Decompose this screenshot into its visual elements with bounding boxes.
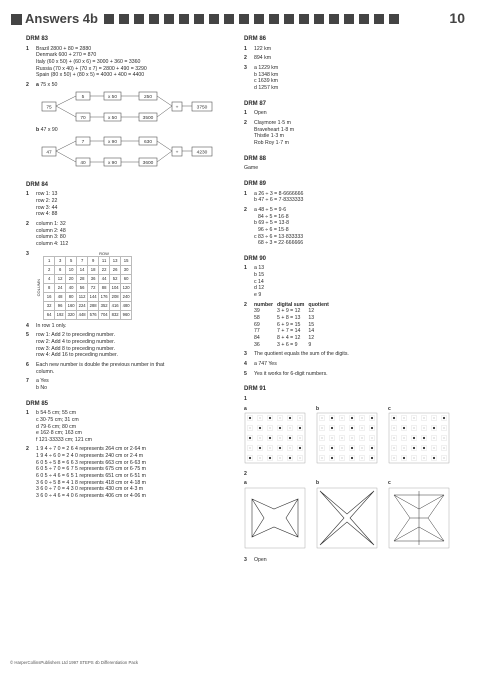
grid-cell: 18	[88, 265, 99, 274]
question: 2 a 75 x 50 75 5 x 50 250 70 x 50 3500 + 3750 b 47 x 90 47 7 x 90 630 40 x 90 3600 + 4230	[26, 82, 230, 173]
grid-dot	[361, 427, 362, 428]
multiplication-flow-diagram-a	[36, 89, 226, 125]
svg-text:40: 40	[80, 160, 86, 166]
grid-dot	[249, 417, 251, 419]
grid-cell: 88	[99, 283, 110, 292]
svg-text:70: 70	[80, 115, 86, 121]
grid-dot	[331, 447, 333, 449]
grid-cell: 16	[44, 292, 55, 301]
grid-dot	[289, 437, 291, 439]
grid-dot	[259, 437, 260, 438]
table-cell: 6 + 9 = 15	[277, 321, 301, 328]
copyright-footer: © HarperCollinsPublishers Ltd 1997 STEPS 4b Differentiation Pack	[10, 659, 139, 665]
grid-dot	[299, 457, 300, 458]
grid-cell: 96	[55, 301, 66, 310]
section-title: DRM 83	[26, 36, 49, 42]
dot-grid-row-2: a b c	[244, 480, 459, 551]
grid-cell: 240	[121, 292, 132, 301]
grid-cell: 208	[110, 292, 121, 301]
section-title: DRM 84	[26, 181, 49, 188]
table-row	[254, 308, 333, 315]
svg-text:630: 630	[143, 139, 153, 145]
grid-cell: 14	[77, 265, 88, 274]
grid-dot	[249, 457, 251, 459]
grid-dot	[321, 447, 322, 448]
grid-row	[44, 265, 132, 274]
grid-dot	[403, 447, 404, 448]
grid-cell: 224	[77, 301, 88, 310]
grid-cell: 104	[110, 283, 121, 292]
table-cell: 77	[254, 328, 260, 335]
line-pattern-c	[388, 487, 450, 549]
grid-dot	[269, 437, 271, 439]
grid-dot	[351, 437, 352, 438]
grid-dot	[341, 427, 342, 428]
table-cell: 13	[308, 315, 315, 322]
grid-cell: 112	[77, 292, 88, 301]
grid-dot	[299, 447, 301, 449]
grid-dot	[423, 437, 425, 439]
grid-dot	[443, 447, 444, 448]
grid-cell: 320	[66, 310, 77, 319]
grid-cell: 8	[44, 283, 55, 292]
grid-dot	[299, 427, 301, 429]
grid-dot	[403, 427, 405, 429]
grid-cell: 48	[55, 292, 66, 301]
page-title: Answers 4b	[25, 10, 98, 26]
grid-cell: 28	[77, 274, 88, 283]
table-row	[254, 328, 333, 335]
question: 1 Brazil 2800 + 80 = 2880 Denmark 600 + 270 = 870 Italy (60 x 50) + (60 x 6) = 3000 + 360 = 3360 Russia (70 x 40) + (70 x 7) = 2800 + 490 = 3290 Spain (80 x 50) + (80 x 5) = 4000 + 400 = 4400	[26, 45, 147, 79]
grid-cell: 72	[88, 283, 99, 292]
header-square-icon	[11, 14, 22, 25]
grid-dot	[413, 457, 414, 458]
svg-text:x 90: x 90	[107, 139, 118, 145]
table-cell: 3 + 6 = 9	[277, 341, 298, 348]
grid-dot	[361, 447, 362, 448]
question: 1 row 1: 13 row 2: 22 row 3: 44 row 4: 88	[26, 191, 58, 218]
grid-dot	[341, 447, 342, 448]
grid-dot	[413, 437, 415, 439]
grid-cell: 1	[44, 256, 55, 265]
grid-dot	[259, 427, 261, 429]
grid-dot	[433, 437, 434, 438]
grid-dot	[443, 437, 444, 438]
grid-dot	[269, 417, 271, 419]
grid-dot	[443, 417, 445, 419]
grid-dot	[403, 417, 404, 418]
grid-dot	[289, 427, 290, 428]
grid-dot	[433, 457, 435, 459]
svg-text:75: 75	[46, 105, 52, 111]
digital-sum-table	[254, 302, 333, 349]
table-cell: 5 + 8 = 13	[277, 315, 301, 322]
grid-row	[44, 301, 132, 310]
table-row	[254, 342, 333, 349]
grid-row	[44, 256, 132, 265]
table-cell: 69	[254, 321, 260, 328]
grid-dot	[341, 457, 342, 458]
grid-dot	[433, 427, 435, 429]
grid-row	[44, 310, 132, 319]
table-cell: 39	[254, 308, 260, 315]
grid-cell: 80	[66, 292, 77, 301]
question: 1 b 54·5 cm; 55 cm c 30·75 cm; 31 cm d 79·6 cm; 80 cm e 162·8 cm; 163 cm f 121·33333 cm; 121 cm	[26, 410, 92, 443]
section-title: DRM 90	[244, 255, 267, 262]
svg-text:7: 7	[81, 139, 85, 145]
table-cell: 14	[308, 328, 315, 335]
svg-text:x 50: x 50	[107, 94, 118, 100]
question: 3 ROW COLUMN 1 3 5 7 9 11 13 15 2 6 10 14 18 22 26 30 4 12 20 28 36 44 52 60 8 24 40 56 72 88 104 120 16 48 80 112 144 176 208 240 32 96 160 224 288 352 416 480 64 192 320 448 576 704 832 960	[26, 251, 230, 320]
grid-dot	[279, 447, 281, 449]
grid-dot	[279, 417, 280, 418]
svg-text:x 50: x 50	[107, 115, 118, 121]
grid-dot	[279, 437, 280, 438]
grid-dot	[361, 437, 362, 438]
section-title: DRM 89	[244, 180, 267, 187]
grid-cell: 480	[121, 301, 132, 310]
svg-text:3750: 3750	[196, 105, 208, 111]
grid-dot	[351, 447, 353, 449]
table-header: digital sum	[277, 301, 305, 308]
grid-cell: 288	[88, 301, 99, 310]
grid-dot	[393, 457, 394, 458]
grid-dot	[433, 447, 434, 448]
grid-dot	[321, 437, 322, 438]
table-cell: 7 + 7 = 14	[277, 328, 301, 335]
grid-dot	[403, 457, 405, 459]
table-cell: 84	[254, 335, 260, 342]
grid-cell: 40	[66, 283, 77, 292]
grid-dot	[371, 437, 372, 438]
question: 2 1 9 4 ÷ 7 0 = 2 6 4 represents 264 cm or 2·64 m 1 9 4 ÷ 6 0 = 2 4 0 represents 240 cm or 2·4 m 6 0 5 ÷ 5 8 = 6 6 3 represents 663 cm or 6·63 m 6 0 5 ÷ 7 0 = 6 7 5 represents 675 cm or 6·75 m 6 0 5 ÷ 4 6 = 6 5 1 represents 651 cm or 6·51 m 3 6 0 ÷ 5 8 = 4 1 8 represents 418 cm or 4·18 m 3 6 0 ÷ 7 0 = 4 3 0 represents 430 cm or 4·3 m 3 6 0 ÷ 4 6 = 4 0 6 represents 406 cm or 4·06 m	[26, 446, 146, 500]
number-grid-table	[43, 256, 132, 320]
grid-dot	[341, 417, 342, 418]
question: 5 row 1: Add 2 to preceding number. row 2: Add 4 to preceding number. row 3: Add 8 to preceding number. row 4: Add 16 to preceding number.	[26, 332, 118, 359]
grid-dot	[393, 437, 394, 438]
grid-cell: 192	[55, 310, 66, 319]
grid-dot	[259, 417, 260, 418]
table-cell: 3 + 9 = 12	[277, 308, 301, 315]
grid-dot	[413, 447, 415, 449]
table-header: number	[254, 301, 274, 308]
grid-cell: 13	[110, 256, 121, 265]
grid-cell: 20	[66, 274, 77, 283]
grid-dot	[279, 427, 281, 429]
grid-dot	[361, 417, 362, 418]
grid-row	[44, 292, 132, 301]
grid-cell: 416	[110, 301, 121, 310]
grid-row	[44, 274, 132, 283]
line-pattern-b	[316, 487, 378, 549]
section-title: DRM 91	[244, 386, 267, 393]
grid-cell: 144	[88, 292, 99, 301]
grid-dot	[393, 417, 395, 419]
grid-dot	[371, 447, 373, 449]
svg-text:+: +	[175, 105, 179, 111]
dot-grid-pattern	[388, 412, 450, 464]
grid-dot	[393, 447, 394, 448]
grid-cell: 11	[99, 256, 110, 265]
dot-grid-pattern	[244, 412, 306, 464]
grid-cell: 3	[55, 256, 66, 265]
grid-cell: 60	[121, 274, 132, 283]
grid-dot	[289, 457, 291, 459]
table-cell: 58	[254, 315, 260, 322]
table-cell: 12	[308, 308, 315, 315]
grid-dot	[289, 417, 291, 419]
grid-cell: 52	[110, 274, 121, 283]
left-column	[26, 36, 230, 503]
grid-cell: 448	[77, 310, 88, 319]
grid-dot	[371, 417, 373, 419]
table-cell: 15	[308, 321, 315, 328]
grid-cell: 64	[44, 310, 55, 319]
table-cell: 36	[254, 341, 260, 348]
svg-text:3500: 3500	[142, 115, 154, 121]
question: 7 a Yes b No	[26, 378, 49, 391]
grid-dot	[361, 457, 362, 458]
grid-cell: 176	[99, 292, 110, 301]
table-header: quotient	[308, 301, 329, 308]
grid-dot	[289, 447, 290, 448]
line-pattern-a	[244, 487, 306, 549]
grid-cell: 30	[121, 265, 132, 274]
dot-grid-row-1: a b c	[244, 406, 459, 467]
svg-text:+: +	[175, 150, 179, 156]
grid-dot	[331, 427, 333, 429]
grid-cell: 56	[77, 283, 88, 292]
grid-dot	[423, 447, 425, 449]
table-cell: 12	[308, 335, 315, 342]
grid-dot	[443, 427, 444, 428]
grid-dot	[393, 427, 394, 428]
page-number: 10	[449, 10, 465, 27]
grid-dot	[371, 427, 373, 429]
section-title: DRM 87	[244, 100, 267, 107]
grid-dot	[423, 457, 424, 458]
grid-dot	[341, 437, 342, 438]
header-decor-squares	[104, 14, 445, 24]
grid-dot	[321, 457, 322, 458]
grid-dot	[269, 427, 270, 428]
grid-cell: 24	[55, 283, 66, 292]
grid-dot	[279, 457, 280, 458]
grid-cell: 32	[44, 301, 55, 310]
svg-text:4230: 4230	[196, 150, 208, 156]
table-cell: 8 + 4 = 12	[277, 335, 301, 342]
right-column: DRM 86 1 122 km 2 894 km 3 a 1229 km b 1348 km c 1639 km d 1257 km DRM 87 1 Open 2 Claymore 1·5 m Braveheart 1·8 m Thistle 1·3 m Rob Roy 1·7 m DRM 88 Game DRM 89 1 a 26 ÷ 3 = 8·6666666 b 47 ÷ 6 = 7·8333333 2 a 48 ÷ 5 = 9·6 84 ÷ 5 = 16·8 b 69 ÷ 5 = 13·8 96 ÷ 6 = 15·8 c 83 ÷ 6 = 13·833333 68 ÷ 3 = 22·666666 DRM 90 1 a 13 b 15 c 14 d 12 e 9 2 number digital sum quotient 39 3 + 9 = 12 12 58 5 + 8 = 13 13 69 6 + 9 = 15 15 77 7 + 7 = 14 14 84 8 + 4 = 12 12 36 3 + 6 = 9 9 3 The quotient equals the sum of the digits. 4 a 747 Yes 5 Yes it works for 6-digit numbers. DRM 91 1 a b c 2 a b c 3 Open	[244, 36, 459, 567]
grid-cell: 9	[88, 256, 99, 265]
grid-dot	[331, 437, 332, 438]
grid-cell: 832	[110, 310, 121, 319]
grid-dot	[321, 427, 322, 428]
grid-dot	[413, 417, 414, 418]
grid-dot	[351, 427, 353, 429]
table-row	[254, 335, 333, 342]
multiplication-flow-diagram-b	[36, 134, 226, 170]
dot-grid-pattern	[316, 412, 378, 464]
grid-cell: 352	[99, 301, 110, 310]
grid-dot	[259, 447, 261, 449]
grid-dot	[443, 457, 444, 458]
grid-dot	[351, 457, 353, 459]
table-row	[254, 322, 333, 329]
grid-cell: 7	[77, 256, 88, 265]
question: 2 column 1: 32 column 2: 48 column 3: 80 column 4: 112	[26, 220, 69, 247]
grid-cell: 15	[121, 256, 132, 265]
grid-dot	[299, 417, 300, 418]
grid-dot	[331, 457, 333, 459]
grid-dot	[269, 447, 270, 448]
grid-cell: 44	[99, 274, 110, 283]
grid-dot	[259, 457, 260, 458]
section-title: DRM 88	[244, 155, 267, 162]
section-title: DRM 85	[26, 400, 49, 407]
grid-dot	[299, 437, 300, 438]
grid-dot	[423, 427, 424, 428]
grid-cell: 704	[99, 310, 110, 319]
table-row	[254, 315, 333, 322]
svg-text:3600: 3600	[142, 160, 154, 166]
grid-cell: 160	[66, 301, 77, 310]
grid-cell: 26	[110, 265, 121, 274]
grid-dot	[433, 417, 434, 418]
grid-cell: 12	[55, 274, 66, 283]
grid-dot	[321, 417, 322, 418]
grid-cell: 960	[121, 310, 132, 319]
page-header	[11, 11, 465, 27]
grid-cell: 576	[88, 310, 99, 319]
grid-dot	[249, 447, 250, 448]
grid-dot	[249, 437, 251, 439]
table-cell: 9	[308, 341, 312, 348]
grid-dot	[413, 427, 414, 428]
svg-text:x 90: x 90	[107, 160, 118, 166]
grid-cell: 10	[66, 265, 77, 274]
grid-dot	[351, 417, 353, 419]
grid-cell: 120	[121, 283, 132, 292]
grid-dot	[403, 437, 404, 438]
grid-cell: 36	[88, 274, 99, 283]
svg-text:250: 250	[143, 94, 153, 100]
grid-dot	[249, 427, 250, 428]
svg-text:47: 47	[46, 150, 52, 156]
grid-cell: 2	[44, 265, 55, 274]
svg-text:5: 5	[81, 94, 85, 100]
grid-dot	[269, 457, 271, 459]
grid-cell: 22	[99, 265, 110, 274]
section-title: DRM 86	[244, 36, 267, 42]
grid-cell: 4	[44, 274, 55, 283]
grid-dot	[423, 417, 424, 418]
grid-cell: 6	[55, 265, 66, 274]
grid-cell: 5	[66, 256, 77, 265]
grid-dot	[371, 457, 373, 459]
question: 6 Each new number is double the previous number in that column.	[26, 361, 165, 375]
grid-row	[44, 283, 132, 292]
question: 4 In row 1 only.	[26, 322, 67, 329]
grid-dot	[331, 417, 333, 419]
